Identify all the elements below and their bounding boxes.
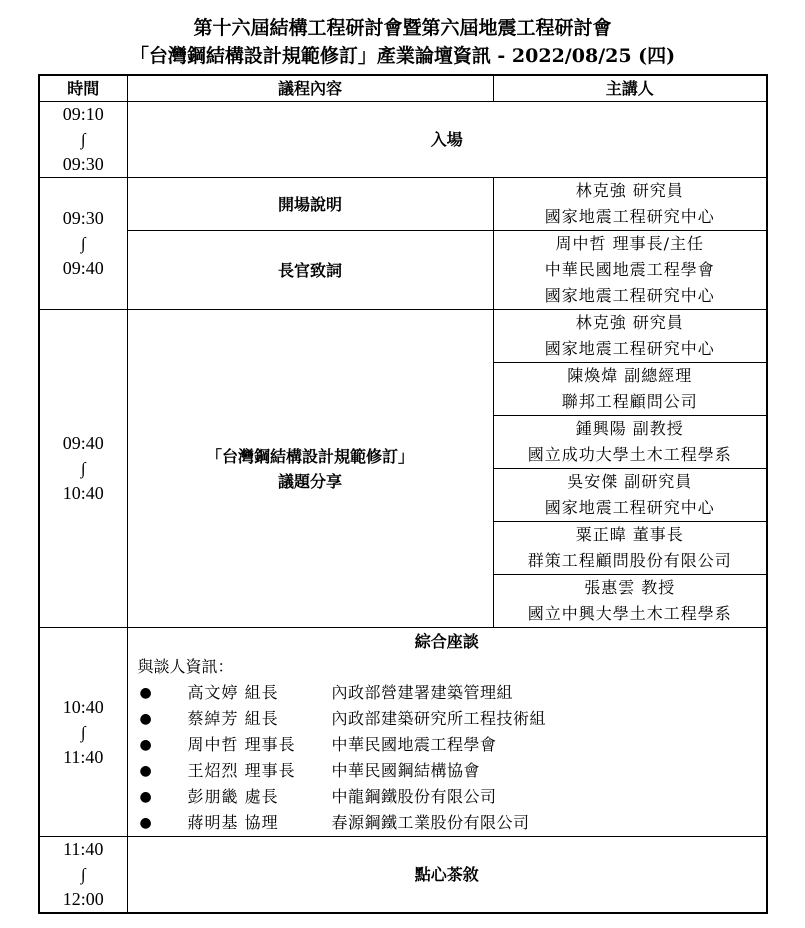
table-row bbox=[39, 178, 767, 231]
speaker-cell bbox=[493, 575, 767, 628]
speaker-name: 陳煥煒 副總經理 bbox=[567, 366, 693, 385]
speaker-org: 群策工程顧問股份有限公司 bbox=[527, 551, 732, 570]
speaker-org: 聯邦工程顧問公司 bbox=[561, 392, 698, 411]
header-agenda: 議程內容 bbox=[127, 75, 493, 102]
speaker-name: 周中哲 理事長/主任 bbox=[555, 234, 704, 253]
document-subtitle: 「台灣鋼結構設計規範修訂」產業論壇資訊 - 2022/08/25 (四) bbox=[129, 45, 676, 67]
panelist-name: 彭朋畿 處長 bbox=[187, 787, 279, 806]
speaker-cell bbox=[493, 363, 767, 416]
start-time: 09:30 bbox=[62, 208, 104, 228]
panelist-list bbox=[128, 680, 767, 836]
list-item bbox=[128, 784, 767, 810]
tilde-mark: ∫ bbox=[80, 130, 86, 149]
speaker-cell bbox=[493, 231, 767, 310]
table-row bbox=[39, 231, 767, 310]
bullet-icon: ● bbox=[139, 815, 152, 831]
speaker-org: 國家地震工程研究中心 bbox=[544, 286, 715, 305]
start-time: 10:40 bbox=[62, 696, 104, 717]
start-time: 11:40 bbox=[63, 839, 104, 859]
table-header-row bbox=[39, 75, 767, 102]
speaker-org: 國家地震工程研究中心 bbox=[544, 498, 715, 517]
table-row bbox=[39, 102, 767, 178]
speaker-org: 國立成功大學土木工程學系 bbox=[527, 445, 732, 464]
agenda-cell bbox=[127, 310, 493, 628]
start-time: 09:40 bbox=[62, 433, 104, 453]
speaker-org: 國立中興大學土木工程學系 bbox=[527, 604, 732, 623]
agenda-cell: 點心茶敘 bbox=[127, 837, 767, 914]
speaker-cell bbox=[493, 469, 767, 522]
end-time: 12:00 bbox=[62, 889, 104, 909]
speaker-name: 鍾興陽 副教授 bbox=[575, 419, 684, 438]
tilde-mark: ∫ bbox=[80, 865, 86, 884]
speaker-name: 林克強 研究員 bbox=[575, 313, 684, 332]
agenda-cell: 入場 bbox=[127, 102, 767, 178]
bullet-icon: ● bbox=[139, 685, 152, 701]
panelist-name: 周中哲 理事長 bbox=[187, 735, 296, 754]
panelist-name: 王炤烈 理事長 bbox=[187, 761, 296, 780]
speaker-org: 國家地震工程研究中心 bbox=[544, 207, 715, 226]
speaker-name: 林克強 研究員 bbox=[575, 181, 684, 200]
panelist-name: 蔡綽芳 組長 bbox=[187, 709, 279, 728]
panelist-name: 高文婷 組長 bbox=[187, 683, 279, 702]
header-time: 時間 bbox=[39, 75, 127, 102]
panelist-org: 內政部營建署建築管理組 bbox=[331, 683, 514, 702]
speaker-cell bbox=[493, 178, 767, 231]
agenda-cell: 開場說明 bbox=[127, 178, 493, 231]
table-row bbox=[39, 310, 767, 363]
speaker-cell bbox=[493, 310, 767, 363]
speaker-cell bbox=[493, 416, 767, 469]
end-time: 09:30 bbox=[62, 154, 104, 174]
time-cell bbox=[39, 102, 127, 178]
speaker-name: 粟正暐 董事長 bbox=[575, 525, 684, 544]
agenda-topic: 「台灣鋼結構設計規範修訂」 bbox=[205, 446, 414, 466]
speaker-name: 張惠雲 教授 bbox=[584, 578, 676, 597]
speaker-name: 吳安傑 副研究員 bbox=[567, 472, 693, 491]
bullet-icon: ● bbox=[139, 711, 152, 727]
panelist-org: 中華民國地震工程學會 bbox=[331, 735, 497, 754]
agenda-table bbox=[38, 74, 768, 914]
panel-cell bbox=[127, 628, 767, 837]
panelist-org: 中華民國鋼結構協會 bbox=[331, 761, 481, 780]
speaker-org: 中華民國地震工程學會 bbox=[544, 260, 715, 279]
panelist-org: 春源鋼鐵工業股份有限公司 bbox=[331, 813, 530, 832]
speaker-org: 國家地震工程研究中心 bbox=[544, 339, 715, 358]
panel-intro: 與談人資訊： bbox=[137, 657, 234, 676]
end-time: 10:40 bbox=[62, 483, 104, 503]
tilde-mark: ∫ bbox=[80, 234, 86, 253]
agenda-cell: 長官致詞 bbox=[127, 231, 493, 310]
list-item bbox=[128, 706, 767, 732]
list-item bbox=[128, 732, 767, 758]
bullet-icon: ● bbox=[139, 789, 152, 805]
list-item bbox=[128, 810, 767, 836]
panelist-org: 中龍鋼鐵股份有限公司 bbox=[331, 787, 497, 806]
start-time: 09:10 bbox=[62, 104, 104, 124]
time-cell bbox=[39, 178, 127, 310]
tilde-mark: ∫ bbox=[80, 459, 86, 478]
panelist-org: 內政部建築研究所工程技術組 bbox=[331, 709, 547, 728]
panelist-name: 蔣明基 協理 bbox=[187, 813, 279, 832]
time-cell bbox=[39, 628, 127, 837]
speaker-cell bbox=[493, 522, 767, 575]
bullet-icon: ● bbox=[139, 763, 152, 779]
end-time: 11:40 bbox=[63, 746, 104, 767]
list-item bbox=[128, 680, 767, 706]
tilde-mark: ∫ bbox=[80, 722, 86, 742]
document-title: 第十六屆結構工程研討會暨第六屆地震工程研討會 bbox=[193, 17, 612, 39]
header-speaker: 主講人 bbox=[493, 75, 767, 102]
time-cell bbox=[39, 310, 127, 628]
agenda-topic-sub: 議題分享 bbox=[277, 471, 342, 491]
bullet-icon: ● bbox=[139, 737, 152, 753]
table-row bbox=[39, 837, 767, 914]
end-time: 09:40 bbox=[62, 258, 104, 278]
panel-title: 綜合座談 bbox=[414, 632, 479, 651]
table-row bbox=[39, 628, 767, 837]
list-item bbox=[128, 758, 767, 784]
time-cell bbox=[39, 837, 127, 914]
